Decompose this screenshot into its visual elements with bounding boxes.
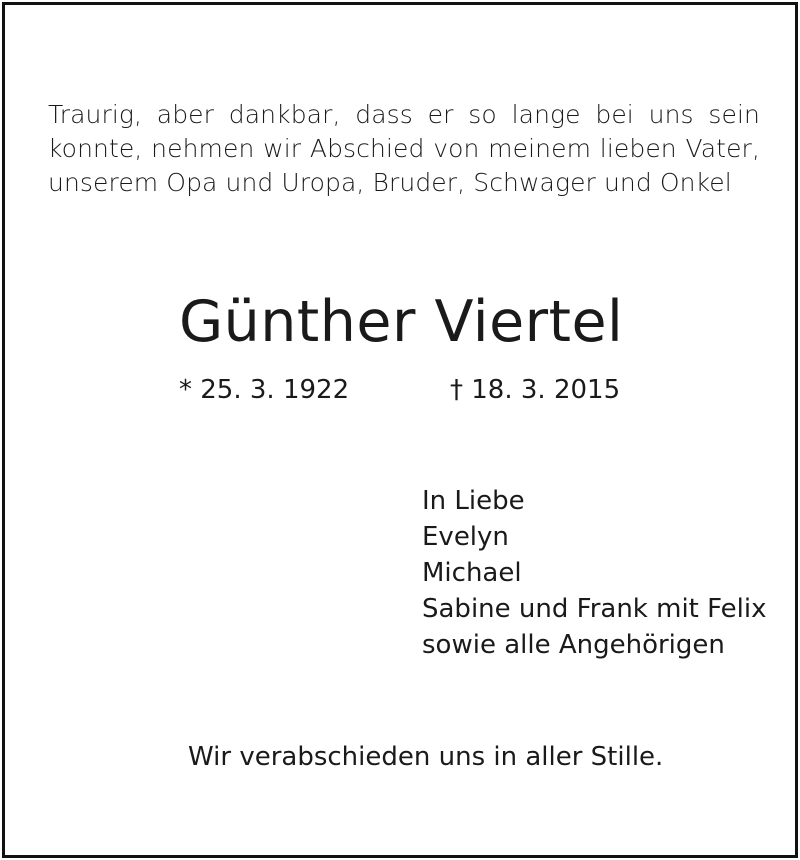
obituary-notice bbox=[2, 2, 798, 858]
mourner-line: Michael bbox=[422, 558, 522, 588]
mourner-line: Evelyn bbox=[422, 522, 509, 552]
deceased-name: Günther Viertel bbox=[179, 289, 624, 355]
intro-line: Traurig, aber dankbar, dass er so lange bei uns sein bbox=[48, 100, 760, 129]
intro-text bbox=[48, 98, 760, 200]
mourners-list bbox=[422, 483, 767, 663]
birth-date: * 25. 3. 1922 bbox=[179, 375, 350, 405]
closing-note: Wir verabschieden uns in aller Stille. bbox=[188, 742, 664, 772]
death-date: † 18. 3. 2015 bbox=[450, 375, 621, 405]
intro-line: unserem Opa und Uropa, Bruder, Schwager und Onkel bbox=[48, 168, 732, 197]
mourner-line: sowie alle Angehörigen bbox=[422, 630, 725, 660]
mourner-line: In Liebe bbox=[422, 486, 525, 516]
mourner-line: Sabine und Frank mit Felix bbox=[422, 594, 767, 624]
intro-line: konnte, nehmen wir Abschied von meinem lieben Vater, bbox=[48, 134, 760, 163]
